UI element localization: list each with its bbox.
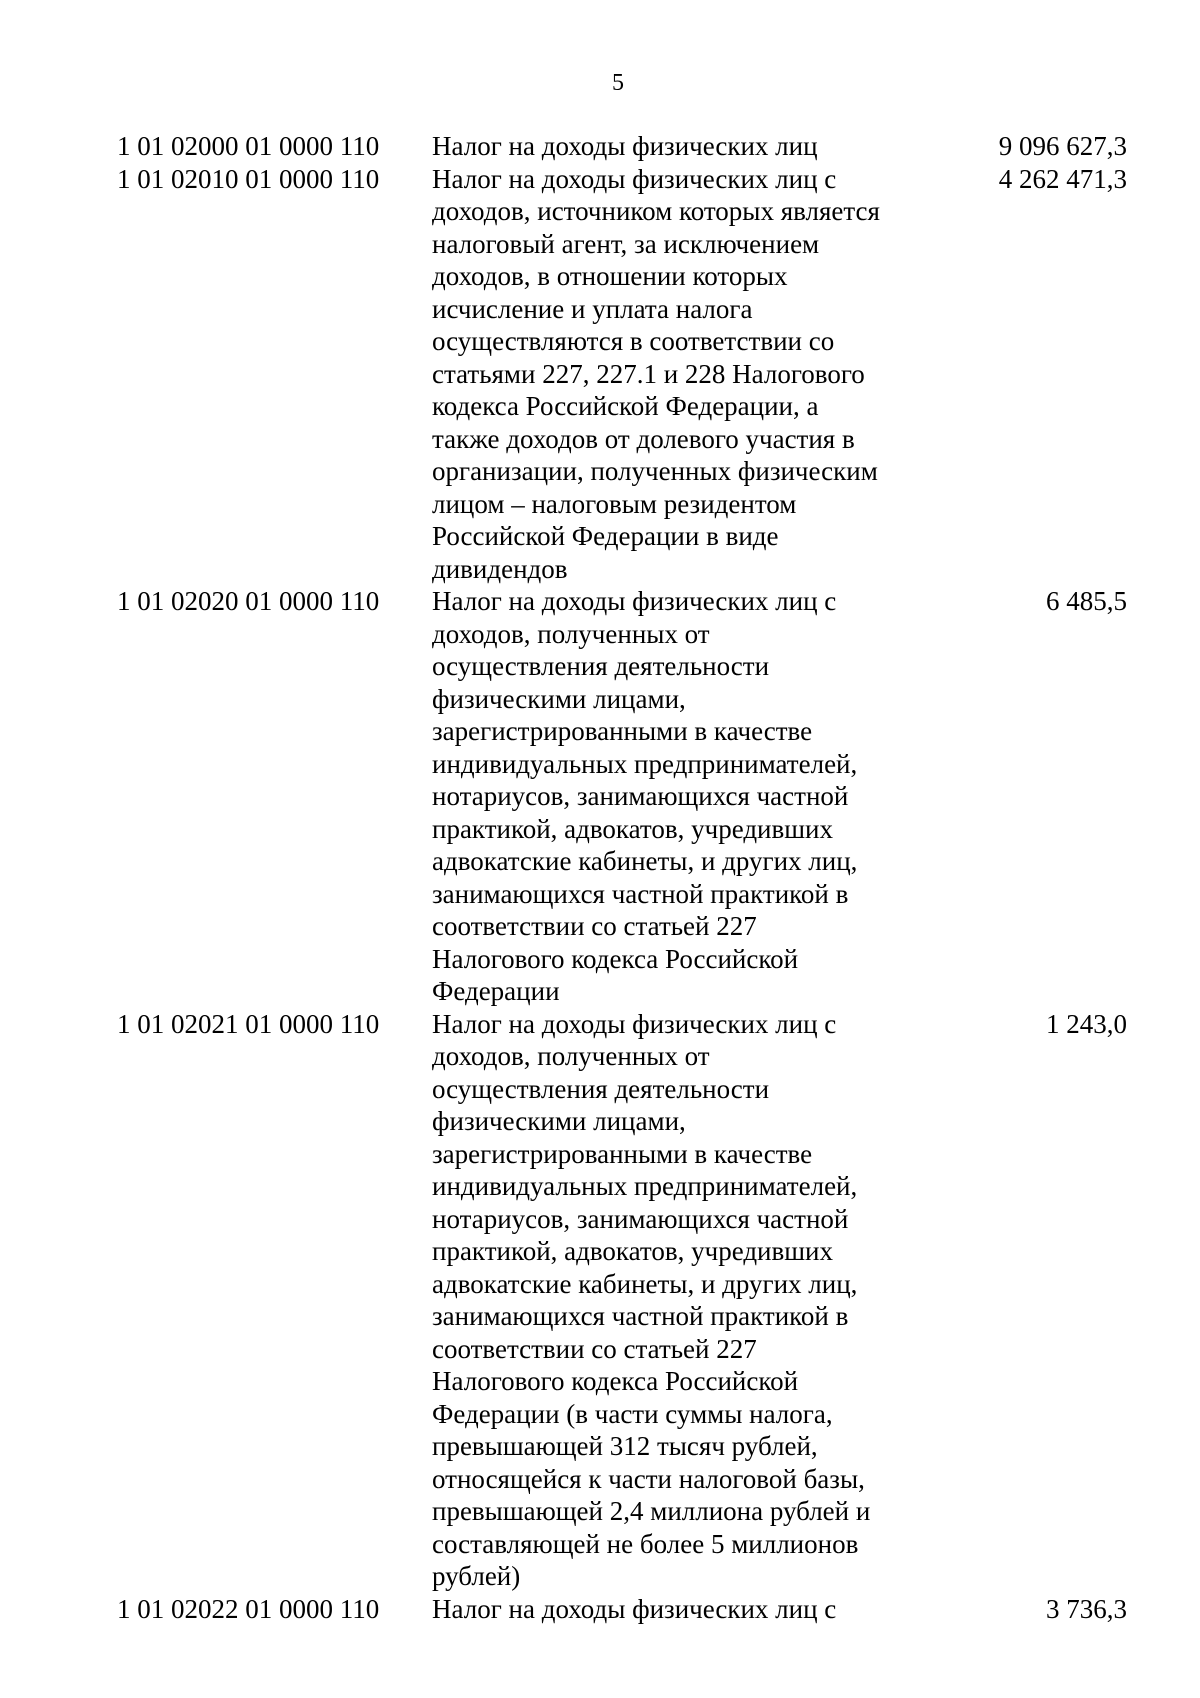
description-line: осуществления деятельности (432, 651, 770, 681)
budget-code: 1 01 02000 01 0000 110 (117, 131, 380, 161)
description-line: осуществляются в соответствии со (432, 326, 835, 356)
description-line: Российской Федерации в виде (432, 521, 779, 551)
description-line: соответствии со статьей 227 (432, 911, 757, 941)
description-line: физическими лицами, (432, 683, 686, 714)
description-line: Федерации (в части суммы налога, (432, 1398, 833, 1429)
description-line: занимающихся частной практикой в (432, 1301, 849, 1331)
description-line: адвокатские кабинеты, и других лиц, (432, 1268, 858, 1299)
income-description (432, 585, 922, 1008)
description-line: Налогового кодекса Российской (432, 943, 799, 974)
description-line: практикой, адвокатов, учредивших (432, 1236, 833, 1266)
description-line: доходов, полученных от (432, 618, 710, 649)
description-line: лицом – налоговым резидентом (432, 488, 797, 519)
description-line: организации, полученных физическим (432, 456, 878, 486)
description-line: осуществления деятельности (432, 1073, 770, 1104)
description-line: Налог на доходы физических лиц с (432, 1008, 837, 1039)
description-line: Налог на доходы физических лиц (432, 131, 818, 161)
table-row (117, 585, 1127, 1008)
amount: 9 096 627,3 (998, 131, 1127, 161)
budget-code: 1 01 02020 01 0000 110 (117, 586, 380, 616)
budget-code: 1 01 02022 01 0000 110 (117, 1593, 380, 1624)
description-line: рублей) (432, 1561, 521, 1591)
description-line: доходов, полученных от (432, 1041, 710, 1071)
description-line: адвокатские кабинеты, и других лиц, (432, 846, 858, 876)
description-line: превышающей 2,4 миллиона рублей и (432, 1496, 871, 1526)
description-line: зарегистрированными в качестве (432, 1138, 813, 1169)
description-line: физическими лицами, (432, 1106, 686, 1136)
description-line: Налог на доходы физических лиц с (432, 1593, 837, 1624)
description-line: статьями 227, 227.1 и 228 Налогового (432, 358, 865, 389)
amount: 6 485,5 (1046, 586, 1127, 616)
description-line: Налог на доходы физических лиц с (432, 163, 837, 194)
description-line: практикой, адвокатов, учредивших (432, 813, 833, 844)
description-line: Налог на доходы физических лиц с (432, 586, 837, 616)
description-line: соответствии со статьей 227 (432, 1333, 757, 1364)
description-line: доходов, источником которых является (432, 196, 880, 226)
budget-code: 1 01 02021 01 0000 110 (117, 1008, 380, 1039)
income-description (432, 163, 922, 586)
table-row (117, 163, 1127, 586)
description-line: относящейся к части налоговой базы, (432, 1463, 865, 1494)
description-line: доходов, в отношении которых (432, 261, 788, 291)
description-line: индивидуальных предпринимателей, (432, 1171, 858, 1201)
description-line: нотариусов, занимающихся частной (432, 781, 849, 811)
budget-code: 1 01 02010 01 0000 110 (117, 163, 380, 194)
description-line: налоговый агент, за исключением (432, 228, 820, 259)
table-row (117, 130, 1127, 163)
description-line: занимающихся частной практикой в (432, 878, 849, 909)
amount: 1 243,0 (1046, 1008, 1127, 1039)
description-line: нотариусов, занимающихся частной (432, 1203, 849, 1234)
description-line: составляющей не более 5 миллионов (432, 1528, 859, 1559)
amount: 3 736,3 (1046, 1593, 1127, 1624)
description-line: индивидуальных предпринимателей, (432, 748, 858, 779)
page-number: 5 (612, 70, 624, 96)
income-description (432, 1008, 922, 1593)
description-line: Налогового кодекса Российской (432, 1366, 799, 1396)
description-line: дивидендов (432, 553, 568, 584)
description-line: Федерации (432, 976, 560, 1006)
description-line: кодекса Российской Федерации, а (432, 391, 819, 421)
description-line: превышающей 312 тысяч рублей, (432, 1431, 818, 1461)
description-line: зарегистрированными в качестве (432, 716, 813, 746)
description-line: также доходов от долевого участия в (432, 423, 855, 454)
budget-table (117, 130, 1127, 1625)
description-line: исчисление и уплата налога (432, 293, 753, 324)
income-description (432, 130, 922, 163)
income-description (432, 1593, 922, 1626)
table-row (117, 1593, 1127, 1626)
amount: 4 262 471,3 (998, 163, 1127, 194)
table-row (117, 1008, 1127, 1593)
